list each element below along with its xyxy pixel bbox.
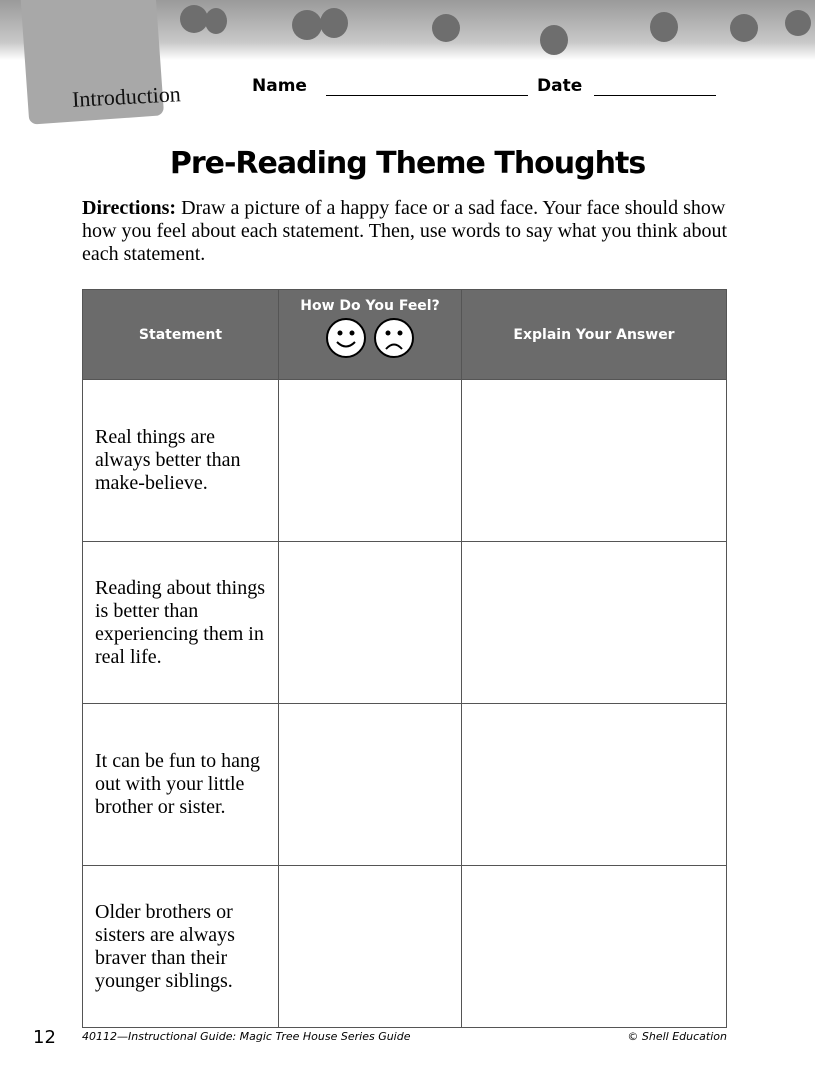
statement-cell: It can be fun to hang out with your little brother or sister. <box>83 704 279 866</box>
statement-cell: Real things are always better than make-believe. <box>83 380 279 542</box>
statement-cell: Older brothers or sisters are always braver than their younger siblings. <box>83 866 279 1028</box>
date-line[interactable] <box>594 95 716 96</box>
table-row <box>83 866 727 1028</box>
explain-cell[interactable] <box>462 542 727 704</box>
feel-cell[interactable] <box>279 542 462 704</box>
table-row <box>83 542 727 704</box>
section-label: Introduction <box>71 81 182 112</box>
header-statement: Statement <box>83 290 279 380</box>
explain-cell[interactable] <box>462 866 727 1028</box>
statement-cell: Reading about things is better than experiencing them in real life. <box>83 542 279 704</box>
date-label: Date <box>537 76 583 96</box>
name-line[interactable] <box>326 95 528 96</box>
table-row <box>83 380 727 542</box>
page-number: 12 <box>33 1027 56 1048</box>
feel-cell[interactable] <box>279 380 462 542</box>
header-explain: Explain Your Answer <box>462 290 727 380</box>
name-label: Name <box>252 76 307 96</box>
feel-cell[interactable] <box>279 704 462 866</box>
directions <box>82 197 732 266</box>
explain-cell[interactable] <box>462 380 727 542</box>
feel-cell[interactable] <box>279 866 462 1028</box>
sad-face-icon <box>374 318 414 358</box>
theme-table <box>82 289 727 1028</box>
directions-text: Draw a picture of a happy face or a sad face. Your face should show how you feel about each statement. Then, use words to say what you think about each statement. <box>82 197 728 265</box>
page-title: Pre-Reading Theme Thoughts <box>169 146 646 181</box>
table-row <box>83 704 727 866</box>
header-feel <box>279 290 462 380</box>
guide-title: 40112—Instructional Guide: Magic Tree House Series Guide <box>82 1030 411 1043</box>
copyright: © Shell Education <box>627 1030 727 1043</box>
happy-face-icon <box>326 318 366 358</box>
explain-cell[interactable] <box>462 704 727 866</box>
directions-label: Directions: <box>82 197 177 219</box>
header-feel-label: How Do You Feel? <box>300 298 440 314</box>
